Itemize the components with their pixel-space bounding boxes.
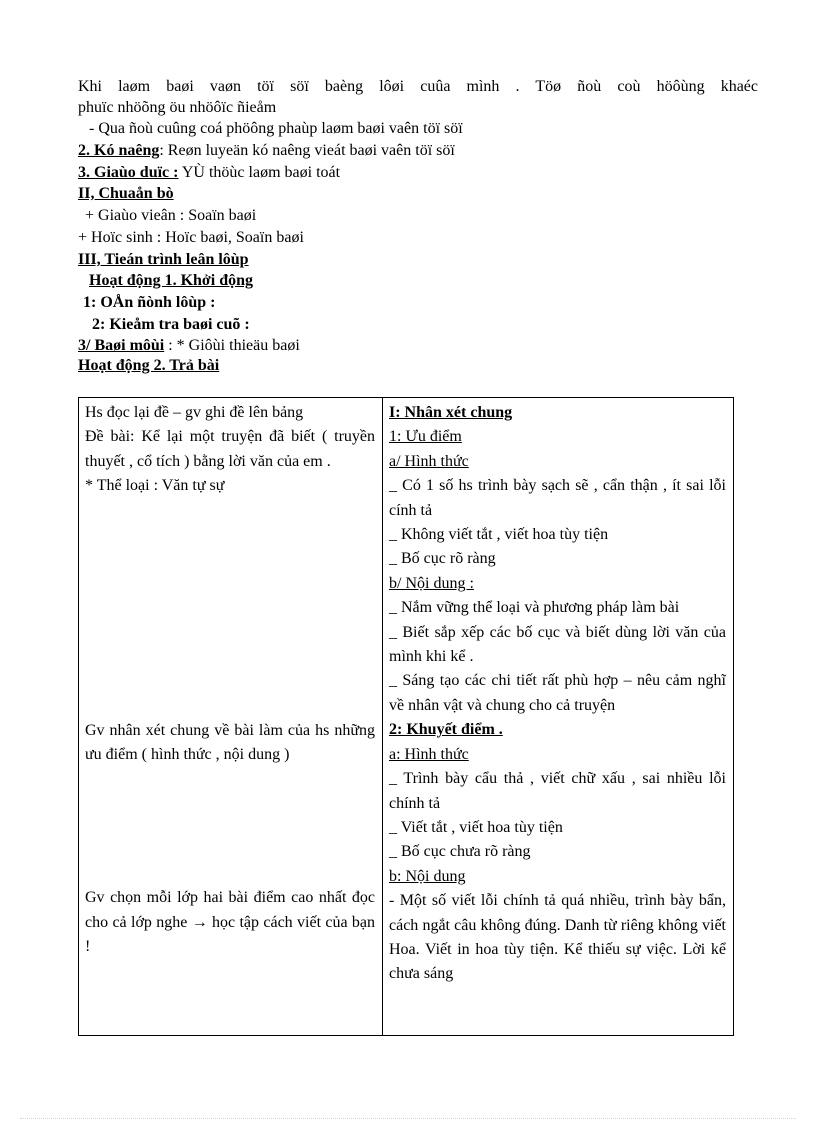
new-lesson-text: : * Giôùi thieäu baøi <box>164 337 300 354</box>
page-bottom-divider <box>20 1118 796 1119</box>
left-para-1: Hs đọc lại đề – gv ghi đề lên bảng <box>85 404 304 421</box>
right-item-5: _ Biết sắp xếp các bố cục và biết dùng lời văn của mình khi kể . <box>389 623 726 666</box>
right-item-9: _ Bố cục chưa rõ ràng <box>389 843 531 861</box>
education-label: 3. Giaùo duïc : <box>78 164 179 181</box>
activity-1-heading: Hoạt động 1. Khởi động <box>89 272 254 289</box>
right-heading-1: I: Nhân xét chung <box>389 404 513 421</box>
step-2: 2: Kieåm tra baøi cuõ : <box>92 316 250 333</box>
right-heading-2: 1: Ưu điểm <box>389 428 462 446</box>
right-item-10: - Một số viết lỗi chính tả quá nhiều, trình bày bẩn, cách ngắt câu không đúng. Danh từ riêng không viết Hoa. Viết in hoa tùy tiện. Kể thiếu sự việc. Lời kể chưa sáng <box>389 892 726 983</box>
right-item-1: _ Có 1 số hs trình bày sạch sẽ , cẩn thận , ít sai lỗi cính tả <box>389 477 726 519</box>
lesson-table <box>78 397 734 1036</box>
right-item-2: _ Không viết tắt , viết hoa tùy tiện <box>389 526 609 544</box>
new-lesson-label: 3/ Baøi môùi <box>78 337 165 354</box>
left-para-4: Gv nhân xét chung về bài làm của hs những ưu điểm ( hình thức , nội dung ) <box>85 721 375 764</box>
step-1: 1: OÅn ñònh lôùp : <box>83 294 216 311</box>
right-heading-5: 2: Khuyết điểm . <box>389 721 503 739</box>
preparation-teacher: + Giaùo vieân : Soaïn baøi <box>85 207 257 224</box>
right-heading-4: b/ Nội dung : <box>389 574 474 592</box>
right-heading-6: a: Hình thức <box>389 745 469 763</box>
process-heading: III, Tieán trình leân lôùp <box>78 251 249 268</box>
left-para-3: * Thể loại : Văn tự sự <box>85 477 225 495</box>
left-para-5: Gv chọn mỗi lớp hai bài điểm cao nhất đọc cho cả lớp nghe → học tập cách viết của bạn ! <box>85 889 375 956</box>
right-heading-7: b: Nội dung <box>389 867 466 885</box>
skill-text: : Reøn luyeän kó naêng vieát baøi vaên töï söï <box>159 142 455 159</box>
intro-line-1: Khi laøm baøi vaøn töï söï baèng lôøi cuûa mình . Töø ñoù coù höôùng khaéc <box>78 78 758 95</box>
right-item-7: _ Trình bày cẩu thả , viết chữ xấu , sai nhiều lỗi chính tả <box>389 770 726 812</box>
skill-objective <box>78 140 455 161</box>
table-row <box>79 398 734 1036</box>
right-item-3: _ Bố cục rõ ràng <box>389 550 496 568</box>
left-para-2: Đề bài: Kể lại một truyện đã biết ( truyền thuyết , cổ tích ) bằng lời văn của em . <box>85 428 375 470</box>
activity-2-heading: Hoạt động 2. Trả bài <box>78 357 220 374</box>
intro-line-2: phuïc nhöõng öu nhöôïc ñieåm <box>78 99 277 116</box>
education-text: YÙ thöùc laøm baøi toát <box>178 164 341 181</box>
skill-label: 2. Kó naêng <box>78 142 160 159</box>
preparation-student: + Hoïc sinh : Hoïc baøi, Soaïn baøi <box>78 229 304 246</box>
new-lesson <box>78 335 300 356</box>
intro-line-3: - Qua ñoù cuûng coá phöông phaùp laøm baøi vaên töï söï <box>89 120 463 137</box>
content-cell <box>383 398 734 1036</box>
education-objective <box>78 162 340 183</box>
preparation-heading: II, Chuaån bò <box>78 185 174 202</box>
right-item-8: _ Viết tắt , viết hoa tùy tiện <box>389 818 563 836</box>
right-heading-3: a/ Hình thức <box>389 452 469 470</box>
right-item-4: _ Nắm vững thể loại và phương pháp làm bài <box>389 599 680 617</box>
teacher-activity-cell <box>79 398 383 1036</box>
right-item-6: _ Sáng tạo các chi tiết rất phù hợp – nêu cảm nghĩ về nhân vật và chung cho cả truyện <box>389 672 726 714</box>
